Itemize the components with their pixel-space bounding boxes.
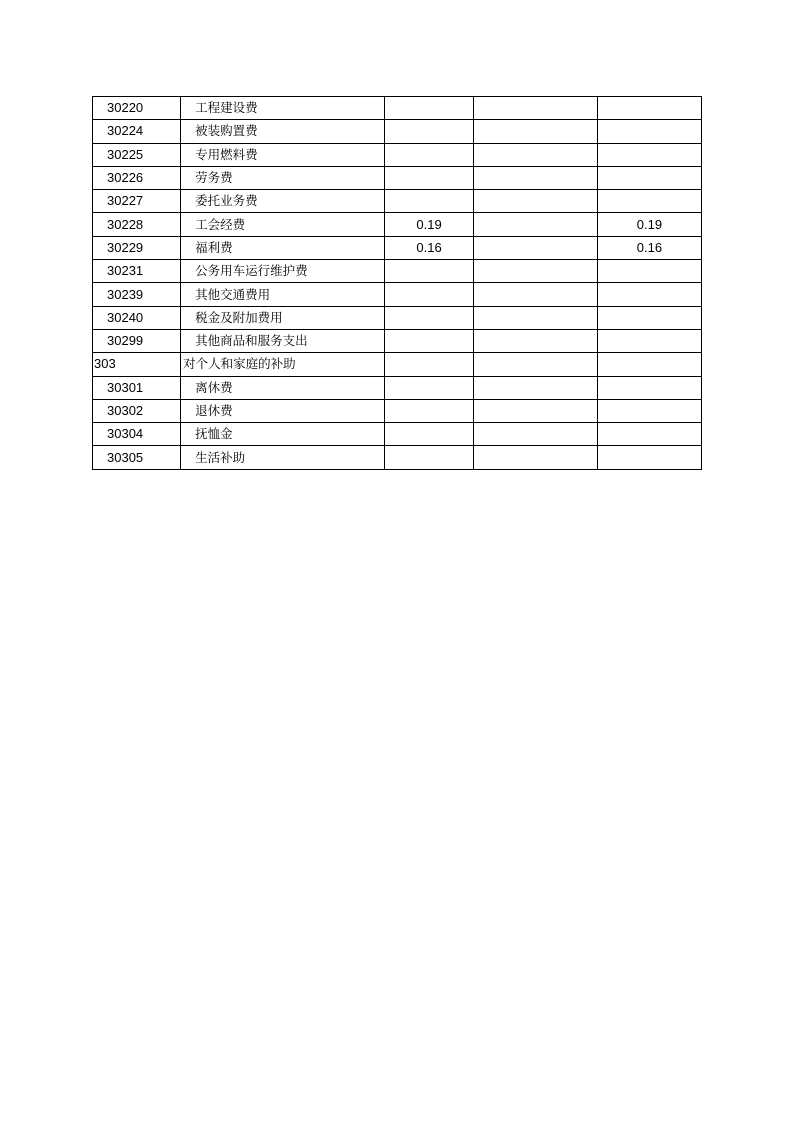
project-amount-cell [597,399,701,422]
project-amount-cell [597,353,701,376]
basic-amount-cell [473,446,597,469]
basic-amount-cell [473,329,597,352]
subject-name-cell: 工程建设费 [181,97,385,120]
table-row [93,306,702,329]
table-row [93,236,702,259]
subject-code-cell: 30301 [93,376,181,399]
subject-name-cell: 离休费 [181,376,385,399]
subject-code-cell: 30225 [93,143,181,166]
total-amount-cell [385,166,473,189]
project-amount-cell [597,329,701,352]
subject-code-cell: 30228 [93,213,181,236]
total-amount-cell [385,190,473,213]
subject-name-cell: 委托业务费 [181,190,385,213]
subject-name-cell: 公务用车运行维护费 [181,260,385,283]
project-amount-cell [597,423,701,446]
basic-amount-cell [473,213,597,236]
subject-name-cell: 生活补助 [181,446,385,469]
table-row [93,166,702,189]
basic-amount-cell [473,376,597,399]
basic-amount-cell [473,423,597,446]
total-amount-cell [385,306,473,329]
subject-code-cell: 30304 [93,423,181,446]
subject-code-cell: 30226 [93,166,181,189]
project-amount-cell [597,283,701,306]
project-amount-cell [597,143,701,166]
subject-name-cell: 工会经费 [181,213,385,236]
table-row [93,399,702,422]
table-row [93,120,702,143]
subject-name-cell: 抚恤金 [181,423,385,446]
basic-amount-cell [473,399,597,422]
total-amount-cell [385,329,473,352]
subject-code-cell: 30220 [93,97,181,120]
table-row [93,376,702,399]
project-amount-cell [597,446,701,469]
subject-name-cell: 被装购置费 [181,120,385,143]
table-row [93,423,702,446]
subject-name-cell: 福利费 [181,236,385,259]
basic-amount-cell [473,190,597,213]
budget-table [92,96,702,470]
total-amount-cell: 0.16 [385,236,473,259]
total-amount-cell [385,446,473,469]
table-row [93,143,702,166]
project-amount-cell [597,166,701,189]
project-amount-cell [597,306,701,329]
category-code-cell: 303 [93,353,181,376]
subject-code-cell: 30299 [93,329,181,352]
subject-name-cell: 其他商品和服务支出 [181,329,385,352]
subject-code-cell: 30239 [93,283,181,306]
project-amount-cell [597,260,701,283]
subject-name-cell: 劳务费 [181,166,385,189]
total-amount-cell [385,423,473,446]
total-amount-cell [385,399,473,422]
project-amount-cell [597,97,701,120]
table-row [93,97,702,120]
subject-code-cell: 30240 [93,306,181,329]
budget-table-body [93,97,702,470]
basic-amount-cell [473,260,597,283]
total-amount-cell [385,283,473,306]
basic-amount-cell [473,97,597,120]
basic-amount-cell [473,120,597,143]
total-amount-cell: 0.19 [385,213,473,236]
table-row [93,260,702,283]
subject-code-cell: 30305 [93,446,181,469]
subject-name-cell: 专用燃料费 [181,143,385,166]
project-amount-cell [597,376,701,399]
total-amount-cell [385,260,473,283]
subject-code-cell: 30231 [93,260,181,283]
basic-amount-cell [473,143,597,166]
basic-amount-cell [473,166,597,189]
table-row-category [93,353,702,376]
total-amount-cell [385,353,473,376]
project-amount-cell [597,120,701,143]
basic-amount-cell [473,236,597,259]
table-row [93,283,702,306]
subject-name-cell: 其他交通费用 [181,283,385,306]
project-amount-cell: 0.16 [597,236,701,259]
subject-code-cell: 30229 [93,236,181,259]
basic-amount-cell [473,353,597,376]
basic-amount-cell [473,283,597,306]
subject-code-cell: 30227 [93,190,181,213]
total-amount-cell [385,97,473,120]
table-row [93,190,702,213]
total-amount-cell [385,376,473,399]
table-row [93,446,702,469]
table-row [93,329,702,352]
table-row [93,213,702,236]
subject-name-cell: 税金及附加费用 [181,306,385,329]
total-amount-cell [385,120,473,143]
project-amount-cell: 0.19 [597,213,701,236]
total-amount-cell [385,143,473,166]
subject-code-cell: 30224 [93,120,181,143]
subject-code-cell: 30302 [93,399,181,422]
project-amount-cell [597,190,701,213]
subject-name-cell: 退休费 [181,399,385,422]
basic-amount-cell [473,306,597,329]
category-name-cell: 对个人和家庭的补助 [181,353,385,376]
